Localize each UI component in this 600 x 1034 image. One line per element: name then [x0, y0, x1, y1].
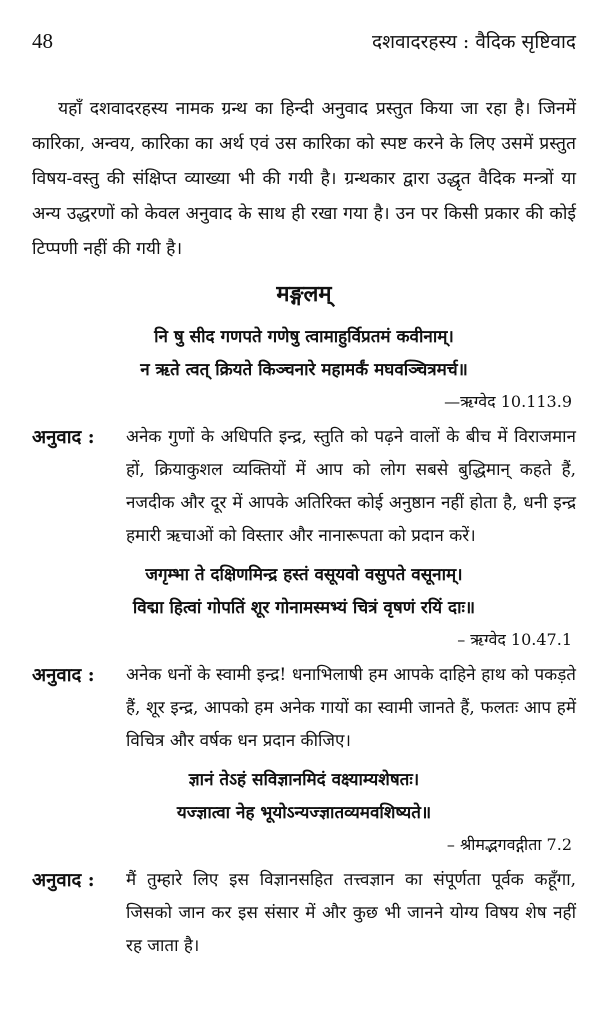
verse-line: न ऋते त्वत् क्रियते किञ्चनारे महामर्कं मघवञ्चित्रमर्च॥ [140, 360, 468, 380]
verse-line: यज्ज्ञात्वा नेह भूयोऽन्यज्ज्ञातव्यमवशिष्यते॥ [176, 803, 432, 823]
verse-block [32, 764, 576, 830]
verse-source: – श्रीमद्भगवद्गीता 7.2 [446, 835, 572, 854]
translation-text: अनेक धनों के स्वामी इन्द्र! धनाभिलाषी हम आपके दाहिने हाथ को पकड़ते हैं, शूर इन्द्र, आपको हम अनेक गायों का स्वामी जानते हैं, फलतः आप हमें विचित्र और वर्षक धन प्रदान कीजिए। [126, 665, 576, 751]
translation-label: अनुवाद : [32, 870, 95, 891]
translation-label: अनुवाद : [32, 665, 95, 686]
page-body [32, 92, 576, 963]
verse-block [32, 321, 576, 387]
page-header [32, 28, 576, 58]
translation-block [32, 659, 576, 758]
section-heading: मङ्गलम् [276, 281, 332, 307]
verse-line: ज्ञानं तेऽहं सविज्ञानमिदं वक्ष्याम्यशेषतः। [188, 770, 420, 790]
running-title: दशवादरहस्य : वैदिक सृष्टिवाद [372, 31, 576, 53]
translation-label: अनुवाद : [32, 427, 95, 448]
translation-block [32, 864, 576, 963]
verse-line: नि षु सीद गणपते गणेषु त्वामाहुर्विप्रतमं कवीनाम्। [154, 327, 454, 347]
verse-source: —ऋग्वेद 10.113.9 [444, 392, 572, 411]
translation-text: मैं तुम्हारे लिए इस विज्ञानसहित तत्त्वज्ञान का संपूर्णता पूर्वक कहूँगा, जिसको जान कर इस संसार में और कुछ भी जानने योग्य विषय शेष नहीं रह जाता है। [126, 870, 576, 956]
translation-block [32, 421, 576, 553]
verse-line: जगृम्भा ते दक्षिणमिन्द्र हस्तं वसूयवो वसुपते वसूनाम्। [145, 565, 463, 585]
verse-block [32, 559, 576, 625]
intro-paragraph: यहाँ दशवादरहस्य नामक ग्रन्थ का हिन्दी अनुवाद प्रस्तुत किया जा रहा है। जिनमें कारिका, अन्वय, कारिका का अर्थ एवं उस कारिका को स्पष्ट करने के लिए उसमें प्रस्तुत विषय-वस्तु की संक्षिप्त व्याख्या भी की गयी है। ग्रन्थकार द्वारा उद्धृत वैदिक मन्त्रों या अन्य उद्धरणों को केवल अनुवाद के साथ ही रखा गया है। उन पर किसी प्रकार की कोई टिप्पणी नहीं की गयी है। [32, 99, 576, 259]
page-number: 48 [32, 29, 53, 53]
verse-source: – ऋग्वेद 10.47.1 [457, 630, 572, 649]
translation-text: अनेक गुणों के अधिपति इन्द्र, स्तुति को पढ़ने वालों के बीच में विराजमान हों, क्रियाकुशल व्यक्तियों में आप को लोग सबसे बुद्धिमान् कहते हैं, नजदीक और दूर में आपके अतिरिक्त कोई अनुष्ठान नहीं होता है, धनी इन्द्र हमारी ऋचाओं को विस्तार और नानारूपता को प्रदान करें। [126, 427, 576, 546]
verse-line: विद्मा हित्वां गोपतिं शूर गोनामस्मभ्यं चित्रं वृषणं रयिं दाः॥ [132, 598, 476, 618]
